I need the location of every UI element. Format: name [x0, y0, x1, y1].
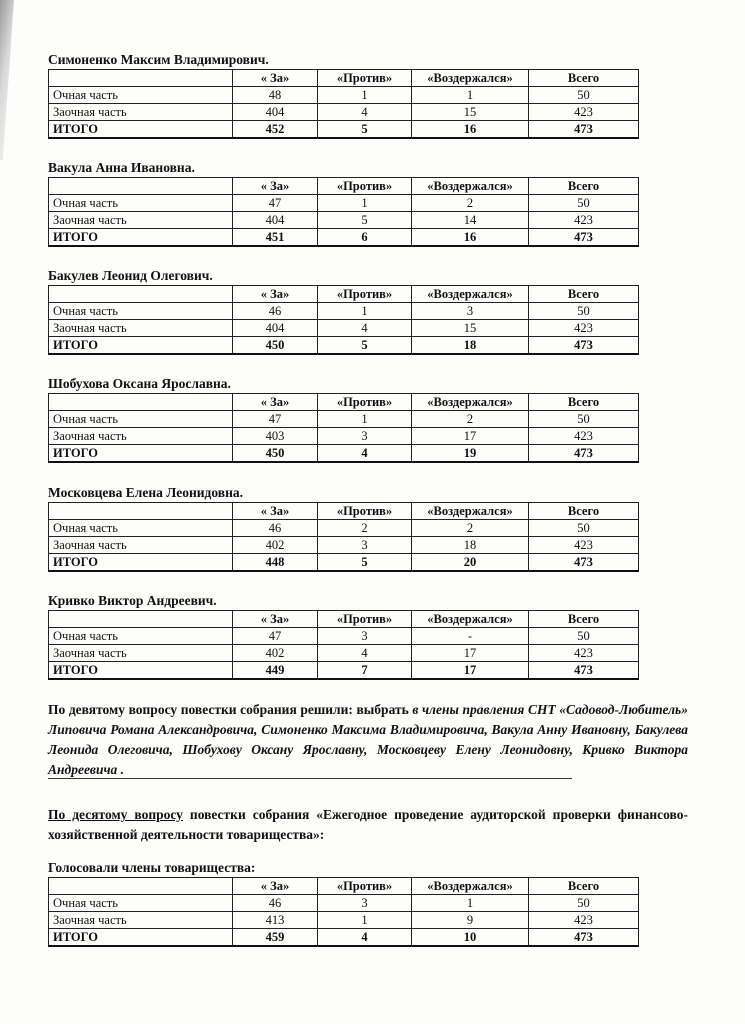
cell-label: Заочная часть [49, 645, 233, 662]
vote-table [48, 285, 639, 355]
vote-table [48, 393, 639, 463]
header-row [49, 394, 639, 411]
cell-vozd: 2 [412, 520, 529, 537]
tenth-question-text: повестки собрания «Ежегодное проведение аудиторской проверки финансово-хозяйственной деятельности товарищества»: [48, 807, 688, 842]
cell-za: 46 [233, 895, 318, 912]
cell-label: Очная часть [49, 628, 233, 645]
cell-vsego: 50 [529, 303, 639, 320]
column-header-label [49, 178, 233, 195]
column-header-vsego: Всего [529, 503, 639, 520]
header-row [49, 503, 639, 520]
cell-vsego: 473 [529, 662, 639, 680]
table-row [49, 212, 639, 229]
total-row [49, 662, 639, 680]
cell-vozd: - [412, 628, 529, 645]
cell-label: Очная часть [49, 87, 233, 104]
column-header-protiv: «Против» [318, 878, 412, 895]
cell-vsego: 50 [529, 195, 639, 212]
cell-vsego: 50 [529, 411, 639, 428]
column-header-protiv: «Против» [318, 178, 412, 195]
cell-label: Заочная часть [49, 428, 233, 445]
cell-vsego: 473 [529, 929, 639, 947]
cell-za: 402 [233, 537, 318, 554]
candidate-name: Кривко Виктор Андреевич. [48, 593, 217, 608]
cell-vsego: 473 [529, 445, 639, 463]
cell-protiv: 5 [318, 212, 412, 229]
cell-za: 450 [233, 445, 318, 463]
cell-za: 404 [233, 104, 318, 121]
column-header-za: « За» [233, 878, 318, 895]
cell-vozd: 9 [412, 912, 529, 929]
cell-vozd: 20 [412, 554, 529, 572]
vote-table [48, 877, 639, 947]
table-row [49, 628, 639, 645]
cell-vozd: 15 [412, 104, 529, 121]
vote-block-0 [48, 52, 638, 139]
column-header-protiv: «Против» [318, 394, 412, 411]
cell-vsego: 423 [529, 645, 639, 662]
cell-vozd: 17 [412, 645, 529, 662]
candidate-name: Симоненко Максим Владимирович. [48, 52, 269, 67]
cell-za: 451 [233, 229, 318, 247]
cell-vsego: 50 [529, 520, 639, 537]
cell-protiv: 2 [318, 520, 412, 537]
candidate-name: Московцева Елена Леонидовна. [48, 485, 243, 500]
column-header-za: « За» [233, 394, 318, 411]
cell-za: 404 [233, 320, 318, 337]
column-header-za: « За» [233, 70, 318, 87]
cell-protiv: 5 [318, 337, 412, 355]
vote-block-6 [48, 860, 638, 947]
table-row [49, 411, 639, 428]
column-header-vsego: Всего [529, 286, 639, 303]
cell-label: ИТОГО [49, 929, 233, 947]
cell-vozd: 17 [412, 662, 529, 680]
cell-label: ИТОГО [49, 445, 233, 463]
cell-za: 48 [233, 87, 318, 104]
cell-label: Заочная часть [49, 104, 233, 121]
cell-protiv: 3 [318, 537, 412, 554]
total-row [49, 554, 639, 572]
cell-label: Очная часть [49, 895, 233, 912]
table-row [49, 520, 639, 537]
cell-za: 452 [233, 121, 318, 139]
column-header-label [49, 611, 233, 628]
column-header-za: « За» [233, 503, 318, 520]
header-row [49, 70, 639, 87]
column-header-vozd: «Воздержался» [412, 286, 529, 303]
cell-protiv: 5 [318, 121, 412, 139]
total-row [49, 929, 639, 947]
cell-za: 402 [233, 645, 318, 662]
cell-label: Очная часть [49, 195, 233, 212]
cell-vsego: 423 [529, 320, 639, 337]
column-header-label [49, 286, 233, 303]
cell-vozd: 1 [412, 895, 529, 912]
cell-vozd: 14 [412, 212, 529, 229]
table-row [49, 195, 639, 212]
table-row [49, 895, 639, 912]
header-row [49, 178, 639, 195]
cell-label: Очная часть [49, 303, 233, 320]
column-header-protiv: «Против» [318, 611, 412, 628]
header-row [49, 878, 639, 895]
cell-vsego: 473 [529, 554, 639, 572]
header-row [49, 611, 639, 628]
column-header-vozd: «Воздержался» [412, 394, 529, 411]
cell-za: 450 [233, 337, 318, 355]
cell-label: Заочная часть [49, 320, 233, 337]
total-row [49, 229, 639, 247]
cell-vozd: 3 [412, 303, 529, 320]
cell-vozd: 1 [412, 87, 529, 104]
column-header-za: « За» [233, 178, 318, 195]
cell-label: ИТОГО [49, 337, 233, 355]
cell-za: 47 [233, 195, 318, 212]
cell-vsego: 50 [529, 87, 639, 104]
column-header-za: « За» [233, 611, 318, 628]
tenth-question-heading [48, 805, 688, 845]
cell-za: 459 [233, 929, 318, 947]
total-row [49, 337, 639, 355]
cell-protiv: 5 [318, 554, 412, 572]
total-row [49, 445, 639, 463]
cell-vozd: 15 [412, 320, 529, 337]
column-header-vsego: Всего [529, 178, 639, 195]
vote-block-1 [48, 160, 638, 247]
table-row [49, 428, 639, 445]
decision-ninth-question [48, 700, 688, 780]
cell-protiv: 4 [318, 104, 412, 121]
cell-protiv: 1 [318, 87, 412, 104]
cell-vozd: 19 [412, 445, 529, 463]
decision-intro: По девятому вопросу повестки собрания решили: выбрать [48, 702, 413, 717]
cell-label: ИТОГО [49, 121, 233, 139]
total-row [49, 121, 639, 139]
column-header-label [49, 878, 233, 895]
header-row [49, 286, 639, 303]
cell-protiv: 3 [318, 895, 412, 912]
cell-label: Заочная часть [49, 912, 233, 929]
candidate-name: Бакулев Леонид Олегович. [48, 268, 213, 283]
table-row [49, 303, 639, 320]
cell-vsego: 423 [529, 212, 639, 229]
vote-block-2 [48, 268, 638, 355]
column-header-vsego: Всего [529, 878, 639, 895]
cell-vozd: 10 [412, 929, 529, 947]
cell-za: 46 [233, 303, 318, 320]
vote-block-4 [48, 485, 638, 572]
cell-protiv: 6 [318, 229, 412, 247]
column-header-label [49, 503, 233, 520]
vote-block-5 [48, 593, 638, 680]
cell-vsego: 423 [529, 428, 639, 445]
cell-vozd: 18 [412, 537, 529, 554]
cell-vsego: 423 [529, 537, 639, 554]
column-header-label [49, 394, 233, 411]
table-row [49, 537, 639, 554]
vote-table [48, 69, 639, 139]
cell-protiv: 7 [318, 662, 412, 680]
table-row [49, 645, 639, 662]
table-row [49, 87, 639, 104]
column-header-za: « За» [233, 286, 318, 303]
cell-vozd: 2 [412, 411, 529, 428]
cell-label: Очная часть [49, 520, 233, 537]
cell-protiv: 3 [318, 628, 412, 645]
column-header-vozd: «Воздержался» [412, 611, 529, 628]
cell-vsego: 423 [529, 104, 639, 121]
candidate-name: Шобухова Оксана Ярославна. [48, 376, 231, 391]
cell-za: 46 [233, 520, 318, 537]
column-header-vozd: «Воздержался» [412, 178, 529, 195]
cell-za: 47 [233, 628, 318, 645]
cell-label: ИТОГО [49, 554, 233, 572]
cell-protiv: 4 [318, 445, 412, 463]
divider-line [48, 778, 572, 779]
cell-protiv: 4 [318, 645, 412, 662]
cell-vozd: 18 [412, 337, 529, 355]
cell-za: 403 [233, 428, 318, 445]
cell-protiv: 1 [318, 912, 412, 929]
cell-vsego: 473 [529, 337, 639, 355]
table-row [49, 320, 639, 337]
cell-protiv: 4 [318, 320, 412, 337]
cell-label: ИТОГО [49, 662, 233, 680]
cell-za: 404 [233, 212, 318, 229]
column-header-protiv: «Против» [318, 503, 412, 520]
vote-table [48, 177, 639, 247]
cell-za: 413 [233, 912, 318, 929]
cell-protiv: 1 [318, 411, 412, 428]
vote-block-3 [48, 376, 638, 463]
vote-table [48, 502, 639, 572]
column-header-vozd: «Воздержался» [412, 878, 529, 895]
cell-vozd: 16 [412, 121, 529, 139]
cell-vsego: 473 [529, 229, 639, 247]
cell-vsego: 423 [529, 912, 639, 929]
cell-vozd: 17 [412, 428, 529, 445]
cell-label: Заочная часть [49, 537, 233, 554]
tenth-question-label: По десятому вопросу [48, 807, 183, 822]
members-voted-caption: Голосовали члены товарищества: [48, 860, 256, 875]
column-header-vozd: «Воздержался» [412, 70, 529, 87]
cell-vozd: 16 [412, 229, 529, 247]
cell-protiv: 3 [318, 428, 412, 445]
cell-vsego: 50 [529, 628, 639, 645]
cell-vsego: 473 [529, 121, 639, 139]
cell-label: Очная часть [49, 411, 233, 428]
cell-za: 448 [233, 554, 318, 572]
cell-za: 47 [233, 411, 318, 428]
column-header-vozd: «Воздержался» [412, 503, 529, 520]
cell-label: Заочная часть [49, 212, 233, 229]
cell-protiv: 1 [318, 303, 412, 320]
column-header-protiv: «Против» [318, 286, 412, 303]
vote-table [48, 610, 639, 680]
table-row [49, 104, 639, 121]
scan-edge-shadow [0, 0, 14, 160]
cell-za: 449 [233, 662, 318, 680]
cell-label: ИТОГО [49, 229, 233, 247]
cell-protiv: 4 [318, 929, 412, 947]
table-row [49, 912, 639, 929]
cell-vsego: 50 [529, 895, 639, 912]
column-header-protiv: «Против» [318, 70, 412, 87]
cell-protiv: 1 [318, 195, 412, 212]
column-header-vsego: Всего [529, 70, 639, 87]
cell-vozd: 2 [412, 195, 529, 212]
column-header-vsego: Всего [529, 394, 639, 411]
decision-members-list: в члены правления СНТ «Садовод-Любитель» Липовича Романа Александровича, Симоненко Максима Владимировича, Вакула Анну Ивановну, Бакулева Леонида Олеговича, Шобухову Оксану Ярославну, Московцеву Елену Леонидовну, Кривко Виктора Андреевича . [48, 702, 688, 777]
candidate-name: Вакула Анна Ивановна. [48, 160, 195, 175]
column-header-label [49, 70, 233, 87]
column-header-vsego: Всего [529, 611, 639, 628]
